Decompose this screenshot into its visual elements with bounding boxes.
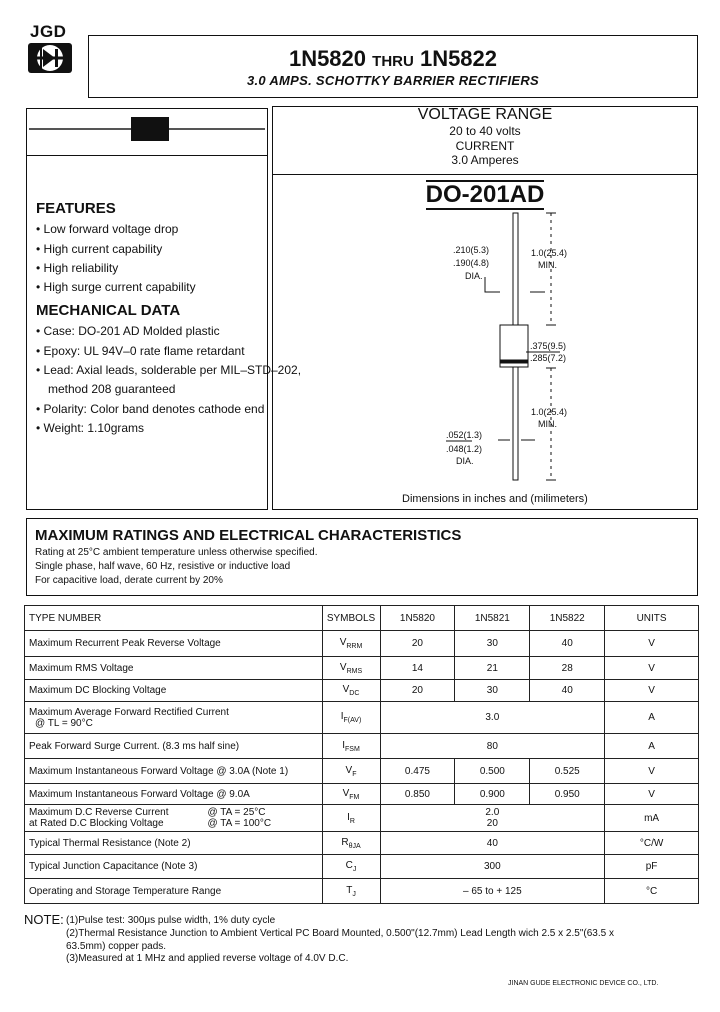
current-value: 3.0 Amperes — [451, 153, 519, 167]
symbol: $V_F$ — [322, 759, 380, 784]
value-cell: 20 — [380, 631, 455, 657]
body-dia-min: .190(4.8) — [453, 258, 490, 268]
part-end: 1N5822 — [419, 46, 498, 71]
value-cell: 30 — [455, 680, 530, 702]
table-row — [25, 805, 699, 832]
param-condition: @ TA = 25°C — [207, 807, 266, 818]
symbol: $I_{F(AV)}$ — [322, 702, 380, 734]
note-item: 63.5mm) copper pads. — [66, 941, 167, 952]
voltage-label: VOLTAGE RANGE — [417, 106, 553, 123]
feature-item: • High surge current capability — [36, 280, 196, 294]
value-cell: 3.0 — [380, 702, 605, 734]
symbol: $I_{FSM}$ — [322, 734, 380, 759]
symbol: $V_{DC}$ — [322, 680, 380, 702]
symbol: $C_J$ — [322, 855, 380, 879]
logo-text: JGD — [30, 22, 67, 41]
value-cell: 80 — [380, 734, 605, 759]
voltage-value: 20 to 40 volts — [449, 124, 521, 138]
table-row — [25, 855, 699, 879]
unit-cell: V — [605, 784, 699, 805]
value-cell: 21 — [455, 657, 530, 680]
param-name: Peak Forward Surge Current. (8.3 ms half sine) — [29, 740, 240, 752]
ratings-line: Single phase, half wave, 60 Hz, resistive or inductive load — [35, 561, 291, 572]
value-cell: 40 — [530, 631, 605, 657]
unit-cell: A — [605, 702, 699, 734]
note-item: (3)Measured at 1 MHz and applied reverse voltage of 4.0V D.C. — [66, 953, 349, 964]
value-cell: 40 — [530, 680, 605, 702]
table-row — [25, 784, 699, 805]
feature-item: • Low forward voltage drop — [36, 222, 179, 236]
characteristics-table — [24, 605, 699, 904]
param-name: Maximum RMS Voltage — [29, 662, 134, 674]
mechanical-item: • Epoxy: UL 94V–0 rate flame retardant — [36, 344, 245, 358]
param-name: Maximum Recurrent Peak Reverse Voltage — [29, 638, 221, 649]
value-cell: 300 — [380, 855, 605, 879]
lead-length-top: 1.0(25.4) — [531, 248, 568, 258]
body-dia-label: DIA. — [465, 271, 483, 281]
mechanical-item: • Polarity: Color band denotes cathode end — [36, 402, 265, 416]
value-cell: 0.900 — [455, 784, 530, 805]
value-cell: 20 — [380, 680, 455, 702]
package-name: DO-201AD — [425, 181, 545, 208]
mechanical-item: • Lead: Axial leads, solderable per MIL–STD–202, — [36, 363, 302, 377]
lead-dia-max: .052(1.3) — [446, 430, 483, 440]
unit-cell: mA — [605, 805, 699, 832]
mechanical-item: • Weight: 1.10grams — [36, 421, 145, 435]
note-item: (1)Pulse test: 300μs pulse width, 1% duty cycle — [66, 915, 276, 926]
column-header: 1N5821 — [455, 606, 530, 631]
ratings-line: Rating at 25°C ambient temperature unless otherwise specified. — [35, 547, 318, 558]
unit-cell: °C — [605, 879, 699, 904]
column-header: SYMBOLS — [322, 606, 380, 631]
unit-cell: V — [605, 631, 699, 657]
company-footer: JINAN GUDE ELECTRONIC DEVICE CO., LTD. — [508, 980, 659, 987]
table-row — [25, 734, 699, 759]
table-row — [25, 832, 699, 855]
unit-cell: A — [605, 734, 699, 759]
param-name: Maximum D.C Reverse Current — [29, 807, 169, 818]
table-row — [25, 680, 699, 702]
feature-item: • High current capability — [36, 242, 163, 256]
column-header: UNITS — [605, 606, 699, 631]
subtitle: 3.0 AMPS. SCHOTTKY BARRIER RECTIFIERS — [246, 73, 540, 88]
symbol: $V_{RRM}$ — [322, 631, 380, 657]
param-name: Typical Thermal Resistance (Note 2) — [29, 837, 191, 849]
param-name-2: at Rated D.C Blocking Voltage — [29, 818, 164, 829]
param-condition: @ TL = 90°C — [35, 717, 93, 729]
value-cell: 0.500 — [455, 759, 530, 784]
lead-min-top: MIN. — [538, 260, 557, 270]
lead-dia-min: .048(1.2) — [446, 444, 483, 454]
param-condition-2: @ TA = 100°C — [207, 818, 272, 829]
lead-length-bottom: 1.0(25.4) — [531, 407, 568, 417]
column-header: 1N5822 — [530, 606, 605, 631]
symbol: $V_{FM}$ — [322, 784, 380, 805]
part-start: 1N5820 — [288, 46, 367, 71]
mechanical-item: • Case: DO-201 AD Molded plastic — [36, 324, 220, 338]
table-row — [25, 631, 699, 657]
column-header: 1N5820 — [380, 606, 455, 631]
unit-cell: pF — [605, 855, 699, 879]
ratings-title: MAXIMUM RATINGS AND ELECTRICAL CHARACTERISTICS — [35, 527, 462, 544]
notes-label: NOTE: — [24, 912, 64, 927]
value-cell: 28 — [530, 657, 605, 680]
value-cell: – 65 to + 125 — [380, 879, 605, 904]
symbol: $T_J$ — [322, 879, 380, 904]
value-cell: 2.0 20 — [380, 805, 605, 832]
ratings-line: For capacitive load, derate current by 20% — [35, 575, 223, 586]
param-name: Maximum Instantaneous Forward Voltage @ 3.0A (Note 1) — [29, 765, 289, 777]
note-item: (2)Thermal Resistance Junction to Ambient Vertical PC Board Mounted, 0.500"(12.7mm) Lead Length wich 2.5 x 2.5"(63.5 x — [66, 928, 614, 939]
table-header-row — [25, 606, 699, 631]
param-name: Maximum Average Forward Rectified Current — [29, 706, 229, 718]
param-name: Operating and Storage Temperature Range — [29, 885, 222, 897]
table-row — [25, 657, 699, 680]
param-name: Maximum DC Blocking Voltage — [29, 685, 167, 696]
value-cell: 40 — [380, 832, 605, 855]
unit-cell: V — [605, 657, 699, 680]
column-header: TYPE NUMBER — [25, 606, 323, 631]
lead-min-bottom: MIN. — [538, 419, 557, 429]
body-length-max: .375(9.5) — [530, 341, 567, 351]
table-row — [25, 759, 699, 784]
value-cell: 14 — [380, 657, 455, 680]
unit-cell: V — [605, 680, 699, 702]
unit-cell: °C/W — [605, 832, 699, 855]
ratings-box — [26, 518, 698, 596]
param-name: Typical Junction Capacitance (Note 3) — [29, 861, 198, 872]
body-dia-max: .210(5.3) — [453, 245, 490, 255]
symbol: $I_R$ — [322, 805, 380, 832]
param-name: Maximum Instantaneous Forward Voltage @ 9.0A — [29, 788, 250, 800]
dimensions-caption: Dimensions in inches and (milimeters) — [402, 493, 588, 505]
table-row — [25, 879, 699, 904]
symbol: $R_{\theta JA}$ — [322, 832, 380, 855]
features-title: FEATURES — [36, 200, 116, 217]
current-label: CURRENT — [455, 139, 515, 153]
thru: THRU — [372, 53, 414, 70]
body-length-min: .285(7.2) — [530, 353, 567, 363]
symbol: $V_{RMS}$ — [322, 657, 380, 680]
mechanical-title: MECHANICAL DATA — [36, 302, 181, 319]
value-cell: 30 — [455, 631, 530, 657]
feature-item: • High reliability — [36, 261, 119, 275]
value-cell: 0.525 — [530, 759, 605, 784]
value-cell: 0.475 — [380, 759, 455, 784]
value-cell: 0.950 — [530, 784, 605, 805]
lead-dia-label: DIA. — [456, 456, 474, 466]
value-cell: 0.850 — [380, 784, 455, 805]
table-row — [25, 702, 699, 734]
unit-cell: V — [605, 759, 699, 784]
mechanical-item: method 208 guaranteed — [48, 382, 176, 396]
